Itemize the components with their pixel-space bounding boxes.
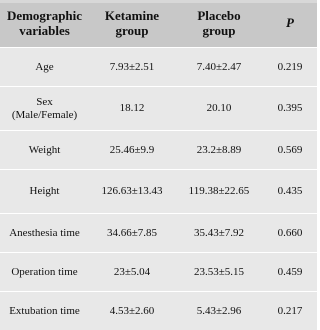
- table-row: [0, 87, 317, 131]
- row-label: Weight: [0, 131, 89, 170]
- table-row: [0, 131, 317, 170]
- p-value: 0.217: [263, 292, 317, 330]
- header-row: [0, 0, 317, 48]
- table-header: [0, 0, 317, 48]
- table-row: [0, 253, 317, 292]
- header-placebo-group: [175, 0, 263, 48]
- ketamine-value: 7.93±2.51: [89, 48, 175, 87]
- p-value: 0.219: [263, 48, 317, 87]
- row-label-line-1: Sex: [36, 96, 53, 108]
- header-placebo-line-2: group: [203, 23, 236, 38]
- placebo-value: 7.40±2.47: [175, 48, 263, 87]
- top-strip: [0, 0, 317, 3]
- row-label: Operation time: [0, 253, 89, 292]
- header-placebo-line-1: Placebo: [197, 8, 240, 23]
- p-value: 0.569: [263, 131, 317, 170]
- ketamine-value: 4.53±2.60: [89, 292, 175, 330]
- row-label: [0, 87, 89, 131]
- ketamine-value: 23±5.04: [89, 253, 175, 292]
- table-body: [0, 48, 317, 330]
- table-row: [0, 214, 317, 253]
- header-demographic-line-2: variables: [19, 23, 70, 38]
- header-demographic-variables: [0, 0, 89, 48]
- table-row: [0, 170, 317, 214]
- ketamine-value: 126.63±13.43: [89, 170, 175, 214]
- table-row: [0, 48, 317, 87]
- header-ketamine-line-2: group: [116, 23, 149, 38]
- placebo-value: 20.10: [175, 87, 263, 131]
- p-value: 0.459: [263, 253, 317, 292]
- row-label: Height: [0, 170, 89, 214]
- row-label: Age: [0, 48, 89, 87]
- header-p-value: P: [263, 0, 317, 48]
- table-row: [0, 292, 317, 330]
- ketamine-value: 25.46±9.9: [89, 131, 175, 170]
- p-value: 0.660: [263, 214, 317, 253]
- header-ketamine-line-1: Ketamine: [105, 8, 159, 23]
- row-label: Extubation time: [0, 292, 89, 330]
- p-value: 0.395: [263, 87, 317, 131]
- placebo-value: 35.43±7.92: [175, 214, 263, 253]
- ketamine-value: 34.66±7.85: [89, 214, 175, 253]
- ketamine-value: 18.12: [89, 87, 175, 131]
- placebo-value: 5.43±2.96: [175, 292, 263, 330]
- placebo-value: 23.53±5.15: [175, 253, 263, 292]
- header-ketamine-group: [89, 0, 175, 48]
- p-value: 0.435: [263, 170, 317, 214]
- header-demographic-line-1: Demographic: [7, 8, 82, 23]
- placebo-value: 119.38±22.65: [175, 170, 263, 214]
- row-label: Anesthesia time: [0, 214, 89, 253]
- row-label-line-2: (Male/Female): [12, 109, 77, 121]
- placebo-value: 23.2±8.89: [175, 131, 263, 170]
